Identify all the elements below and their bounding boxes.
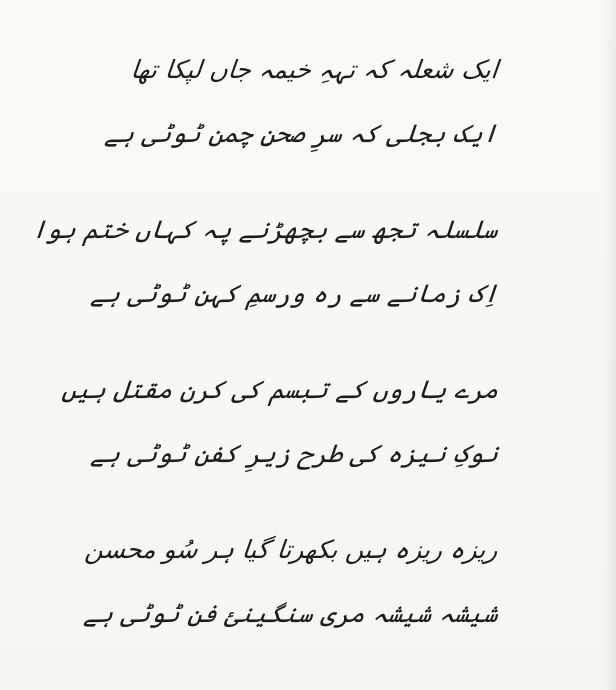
verse-line <box>30 212 500 248</box>
verse-text: ریزہ ریزہ ہیں بکھرتا گیا ہر سُو محسن <box>83 535 500 564</box>
verse-text: مرے یاروں کے تبسم کی کرن مقتل ہیں <box>60 375 500 404</box>
verse-line <box>89 436 500 472</box>
verse-line <box>103 116 500 152</box>
verse-text: سلسلہ تجھ سے بچھڑنے پہ کہاں ختم ہوا <box>30 215 500 244</box>
poem <box>30 52 500 632</box>
stanza-4 <box>82 532 500 632</box>
page-edge-shadow <box>602 0 616 690</box>
stanza-2 <box>30 212 500 312</box>
verse-text: نوکِ نیزہ کی طرح زیرِ کفن ٹوٹی ہے <box>89 439 500 468</box>
verse-line <box>118 52 498 88</box>
verse-line <box>60 372 500 408</box>
stanza-3 <box>60 372 500 472</box>
verse-text: ایک بجلی کہ سرِ صحنِ چمن ٹوٹی ہے <box>103 119 500 148</box>
stanza-1 <box>103 52 500 152</box>
verse-line <box>89 276 500 312</box>
verse-text: ایک شعلہ کہ تہہِ خیمہ جاں لپکا تھا <box>129 55 500 84</box>
verse-text: شیشہ شیشہ مری سنگینیٔ فن ٹوٹی ہے <box>82 599 500 628</box>
verse-text: اِک زمانے سے رہ ورسمِ کہن ٹوٹی ہے <box>89 279 500 308</box>
verse-line <box>82 596 500 632</box>
verse-line <box>83 532 500 568</box>
